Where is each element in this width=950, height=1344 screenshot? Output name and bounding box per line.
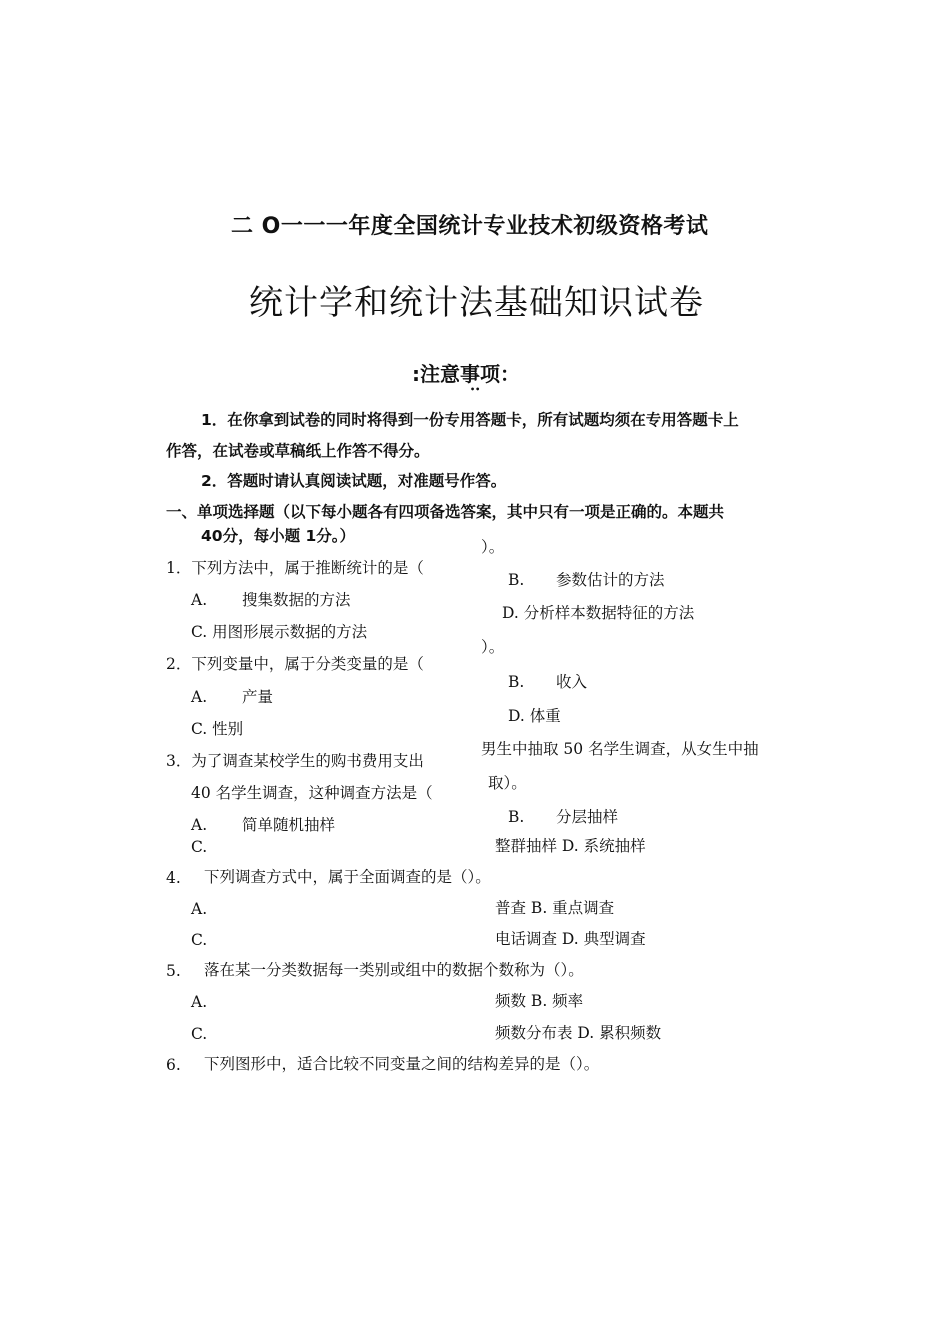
q2-option-b-text: 收入 <box>556 673 588 691</box>
q5-stem: 落在某一分类数据每一类别或组中的数据个数称为（）。 <box>204 961 584 979</box>
q3-stem-line-1: 3．为了调查某校学生的购书费用支出 <box>166 752 424 770</box>
notice-dots: •• <box>470 385 481 394</box>
q2-option-a-text: 产量 <box>242 688 274 706</box>
q6-stem: 下列图形中，适合比较不同变量之间的结构差异的是（）。 <box>204 1055 600 1073</box>
q3-option-c-d: 整群抽样 D. 系统抽样 <box>495 837 646 855</box>
notice-1-line-2: 作答，在试卷或草稿纸上作答不得分。 <box>166 442 430 460</box>
q4-stem: 下列调查方式中，属于全面调查的是（）。 <box>204 868 491 886</box>
q3-option-c-letter: C. <box>191 838 208 856</box>
q3-stem-line-2-end: 取）。 <box>488 774 527 792</box>
q1-option-d: D. 分析样本数据特征的方法 <box>502 604 695 622</box>
q4-option-a-b: 普查 B. 重点调查 <box>495 899 615 917</box>
q1-stem-end: ）。 <box>481 538 505 556</box>
q4-number: 4. <box>166 869 181 887</box>
q3-stem-line-1-end: 男生中抽取 50 名学生调查，从女生中抽 <box>481 740 759 758</box>
q2-option-a-letter: A. <box>191 688 208 706</box>
section-heading-line-2: 40分，每小题 1分。） <box>201 527 356 545</box>
q2-stem-end: ）。 <box>481 638 505 656</box>
q2-option-d: D. 体重 <box>508 707 561 725</box>
q5-option-c-d: 频数分布表 D. 累积频数 <box>495 1024 662 1042</box>
q3-option-a-text: 简单随机抽样 <box>242 816 336 834</box>
q5-option-a-letter: A. <box>191 993 208 1011</box>
q2-option-c: C. 性别 <box>191 720 244 738</box>
q3-stem-line-2: 40 名学生调查，这种调查方法是（ <box>191 784 433 802</box>
q1-option-b-letter: B. <box>508 571 525 589</box>
q1-option-c: C. 用图形展示数据的方法 <box>191 623 368 641</box>
notice-1-line-1: 1．在你拿到试卷的同时将得到一份专用答题卡，所有试题均须在专用答题卡上 <box>201 411 739 429</box>
q6-number: 6. <box>166 1056 181 1074</box>
paper-title: 统计学和统计法基础知识试卷 <box>249 283 704 323</box>
q2-stem: 2．下列变量中，属于分类变量的是（ <box>166 655 424 673</box>
q4-option-c-letter: C. <box>191 931 208 949</box>
exam-title: 二 O一一一年度全国统计专业技术初级资格考试 <box>231 214 709 239</box>
notice-2: 2．答题时请认真阅读试题，对准题号作答。 <box>201 472 507 490</box>
section-heading-line-1: 一、单项选择题（以下每小题各有四项备选答案，其中只有一项是正确的。本题共 <box>166 503 725 521</box>
q3-option-a-letter: A. <box>191 816 208 834</box>
q1-stem: 1．下列方法中，属于推断统计的是（ <box>166 559 424 577</box>
q4-option-c-d: 电话调查 D. 典型调查 <box>495 930 646 948</box>
q1-option-a-text: 搜集数据的方法 <box>242 591 351 609</box>
q4-option-a-letter: A. <box>191 900 208 918</box>
q3-option-b-text: 分层抽样 <box>556 808 619 826</box>
q2-option-b-letter: B. <box>508 673 525 691</box>
q3-option-b-letter: B. <box>508 808 525 826</box>
q5-option-a-b: 频数 B. 频率 <box>495 992 584 1010</box>
q1-option-b-text: 参数估计的方法 <box>556 571 665 589</box>
q5-number: 5. <box>166 962 181 980</box>
q5-option-c-letter: C. <box>191 1025 208 1043</box>
q1-option-a-letter: A. <box>191 591 208 609</box>
notice-heading: :注意事项： <box>412 362 520 386</box>
